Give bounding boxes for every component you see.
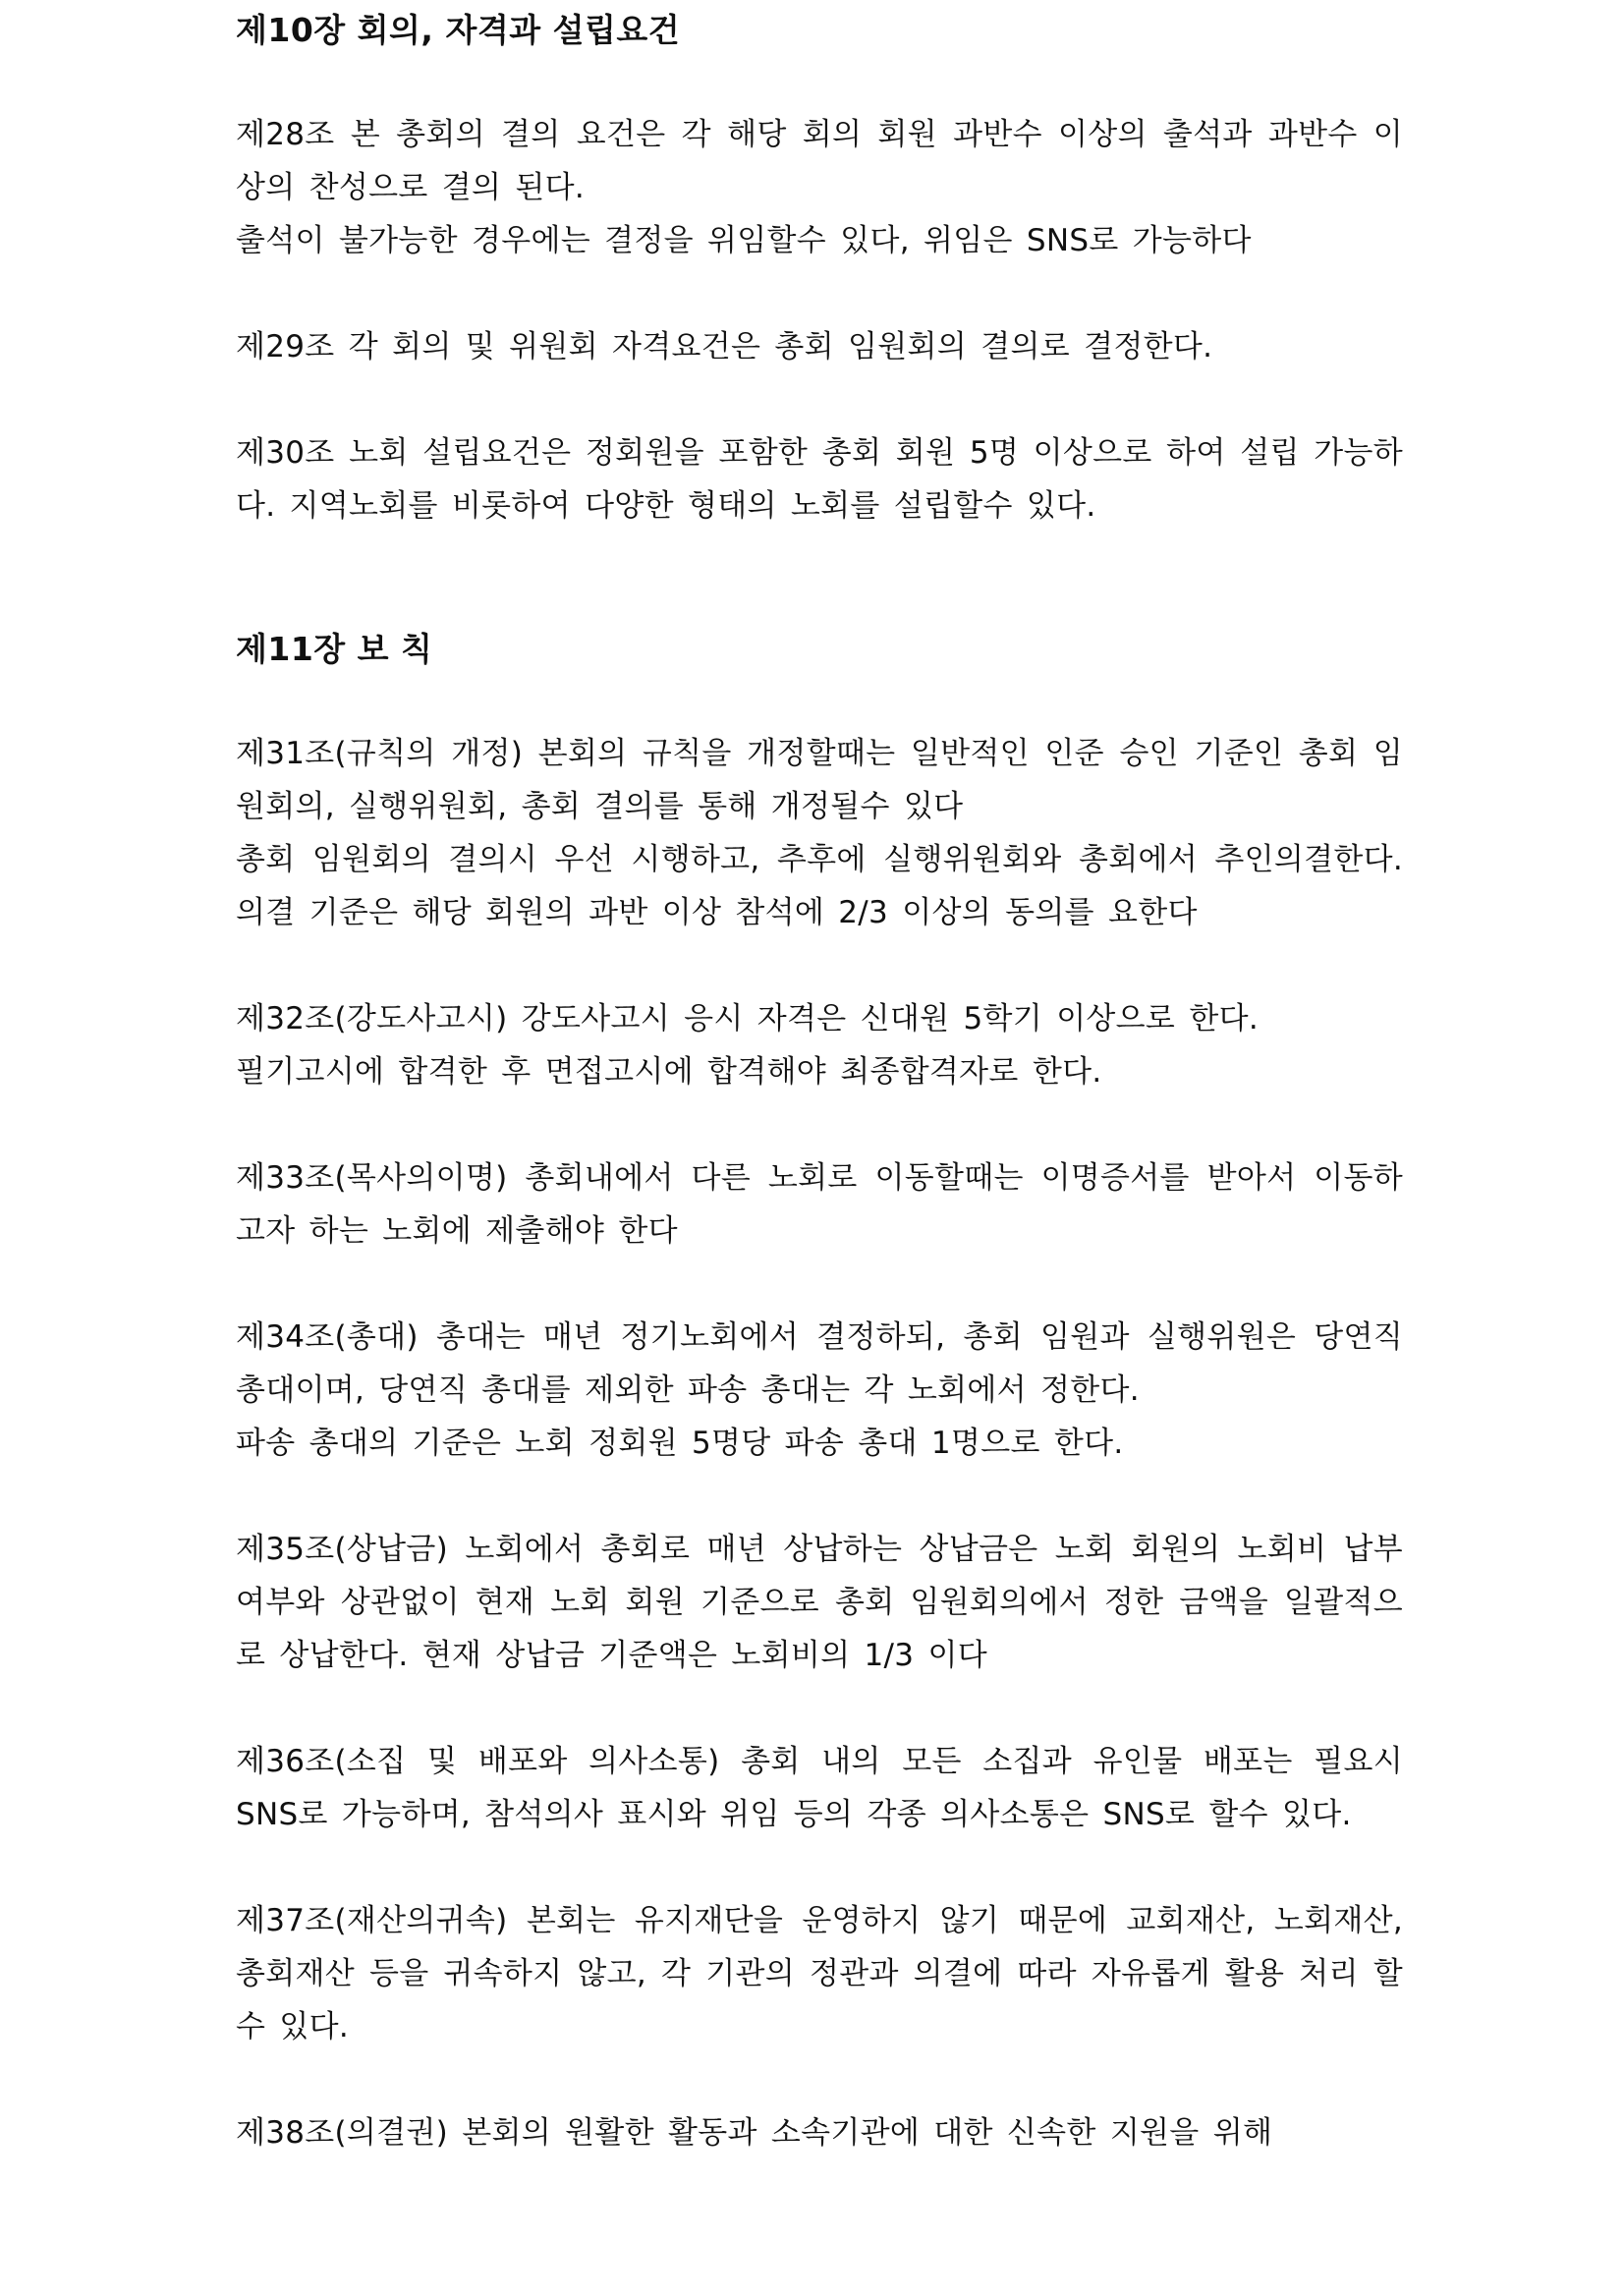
article-38: 제38조(의결권) 본회의 원활한 활동과 소속기관에 대한 신속한 지원을 위해 — [236, 2115, 1273, 2151]
article-34: 제34조(총대) 총대는 매년 정기노회에서 결정하되, 총회 임원과 실행위원은 당연직 총대이며, 당연직 총대를 제외한 파송 총대는 각 노회에서 정한다. 파송 총대의 기준은 노회 정회원 5명당 파송 총대 1명으로 한다. — [236, 1319, 1403, 1461]
document-page — [236, 0, 1403, 2159]
article-35: 제35조(상납금) 노회에서 총회로 매년 상납하는 상납금은 노회 회원의 노회비 납부 여부와 상관없이 현재 노회 회원 기준으로 총회 임원회의에서 정한 금액을 일괄적으로 상납한다. 현재 상납금 기준액은 노회비의 1/3 이다 — [236, 1532, 1403, 1673]
article-36: 제36조(소집 및 배포와 의사소통) 총회 내의 모든 소집과 유인물 배포는 필요시 SNS로 가능하며, 참석의사 표시와 위임 등의 각종 의사소통은 SNS로 할수 있다. — [236, 1744, 1403, 1832]
chapter-title: 제10장 회의, 자격과 설립요건 — [236, 11, 681, 49]
chapter-title: 제11장 보 칙 — [236, 630, 433, 668]
article-30: 제30조 노회 설립요건은 정회원을 포함한 총회 회원 5명 이상으로 하여 설립 가능하다. 지역노회를 비롯하여 다양한 형태의 노회를 설립할수 있다. — [236, 435, 1403, 524]
article-37: 제37조(재산의귀속) 본회는 유지재단을 운영하지 않기 때문에 교회재산, 노회재산, 총회재산 등을 귀속하지 않고, 각 기관의 정관과 의결에 따라 자유롭게 활용 처리 할수 있다. — [236, 1903, 1403, 2044]
article-33: 제33조(목사의이명) 총회내에서 다른 노회로 이동할때는 이명증서를 받아서 이동하고자 하는 노회에 제출해야 한다 — [236, 1160, 1403, 1249]
article-31: 제31조(규칙의 개정) 본회의 규칙을 개정할때는 일반적인 인준 승인 기준인 총회 임원회의, 실행위원회, 총회 결의를 통해 개정될수 있다 총회 임원회의 결의시 우선 시행하고, 추후에 실행위원회와 총회에서 추인의결한다. 의결 기준은 해당 회원의 과반 이상 참석에 2/3 이상의 동의를 요한다 — [236, 736, 1403, 930]
article-29: 제29조 각 회의 및 위원회 자격요건은 총회 임원회의 결의로 결정한다. — [236, 329, 1213, 364]
article-32: 제32조(강도사고시) 강도사고시 응시 자격은 신대원 5학기 이상으로 한다. 필기고시에 합격한 후 면접고시에 합격해야 최종합격자로 한다. — [236, 1001, 1259, 1090]
article-28: 제28조 본 총회의 결의 요건은 각 해당 회의 회원 과반수 이상의 출석과 과반수 이상의 찬성으로 결의 된다. 출석이 불가능한 경우에는 결정을 위임할수 있다, 위임은 SNS로 가능하다 — [236, 117, 1403, 258]
